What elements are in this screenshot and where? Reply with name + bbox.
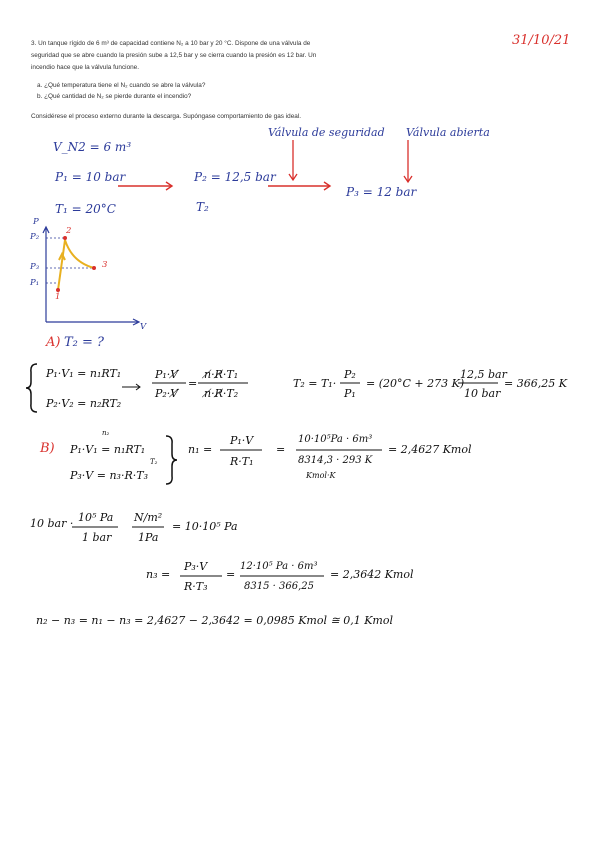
- pv-label-p1: P₁: [30, 278, 40, 288]
- question-b: b. ¿Qué cantidad de N₂ se pierde durante el incendio?: [37, 93, 192, 100]
- brace-b: [166, 436, 177, 484]
- part-b-label: B): [40, 441, 55, 456]
- valve-arrows: [289, 140, 412, 182]
- part-a-frac-rhs-den: n̸·R̸·T₂: [204, 387, 239, 400]
- part-b-annot-n2: n₂: [102, 429, 110, 437]
- date: 31/10/21: [512, 33, 571, 48]
- brace-a: [26, 364, 37, 412]
- n1-num-val: 10·10⁵Pa · 6m³: [298, 434, 373, 445]
- part-a-eq-sign: =: [188, 377, 198, 390]
- p2-value: P₂ = 12,5 bar: [194, 170, 276, 184]
- part-a-frac-rhs-num: n̸·R̸·T₁: [204, 368, 239, 381]
- process-arrows: [118, 182, 330, 190]
- part-a-t2-frac2-num: 12,5 bar: [460, 368, 507, 381]
- pv-y-axis-label: P: [33, 217, 39, 227]
- problem-line-2: seguridad que se abre cuando la presión sube a 12,5 bar y se cierra cuando la presión es 12 bar. Un: [31, 52, 317, 59]
- n3-num: P₃·V: [184, 560, 208, 573]
- n1-den: R·T₁: [230, 455, 254, 468]
- pv-axes: [43, 227, 139, 325]
- conv-result: = 10·10⁵ Pa: [172, 520, 238, 533]
- n1-lhs: n₁ =: [188, 443, 213, 456]
- part-a-t2-mid: = (20°C + 273 K): [366, 377, 465, 390]
- conv-f1-num: 10⁵ Pa: [78, 511, 114, 524]
- pv-point-2: 2: [66, 226, 72, 236]
- safety-valve-label: Válvula de seguridad: [268, 126, 385, 139]
- problem-line-1: 3. Un tanque rígido de 6 m³ de capacidad contiene N₂ a 10 bar y 20 °C. Dispone de una válvula de: [31, 40, 311, 47]
- part-a-t2-expr: T₂ = T₁·: [293, 377, 337, 390]
- part-a-frac-lhs-den: P₂·V̸: [155, 387, 179, 400]
- n3-den: R·T₃: [184, 580, 208, 593]
- n1-result: = 2,4627 Kmol: [388, 443, 472, 456]
- n3-result: = 2,3642 Kmol: [330, 568, 414, 581]
- part-a-t2-frac-num: P₂: [344, 368, 356, 381]
- pv-guides: [46, 238, 92, 283]
- arrow-a: [122, 384, 140, 390]
- part-a-label: A): [46, 335, 61, 350]
- p1-value: P₁ = 10 bar: [55, 170, 126, 184]
- question-a: a. ¿Qué temperatura tiene el N₂ cuando se abre la válvula?: [37, 82, 206, 89]
- pv-point-3: 3: [102, 260, 108, 270]
- n1-den-val: 8314,3 · 293 K: [298, 455, 373, 466]
- part-a-t2-frac-den: P₁: [344, 387, 356, 400]
- part-a-t2-result: = 366,25 K: [504, 377, 567, 390]
- pv-x-axis-label: V: [140, 322, 147, 332]
- part-b-eq2: P₃·V = n₃·R·T₃: [70, 469, 148, 482]
- part-b-eq1: P₁·V₁ = n₁RT₁: [70, 443, 146, 456]
- problem-line-3: incendio hace que la válvula funcione.: [31, 64, 140, 71]
- open-valve-label: Válvula abierta: [406, 126, 490, 139]
- part-a-frac-lhs-num: P₁·V̸: [155, 368, 179, 381]
- mass-loss: n₂ − n₃ = n₁ − n₃ = 2,4627 − 2,3642 = 0,0985 Kmol ≅ 0,1 Kmol: [36, 614, 393, 627]
- n1-num: P₁·V: [230, 434, 254, 447]
- part-a-t2-frac2-den: 10 bar: [464, 387, 501, 400]
- t2-label: T₂: [196, 200, 209, 214]
- n3-den-val: 8315 · 366,25: [244, 581, 314, 592]
- p3-value: P₃ = 12 bar: [346, 185, 417, 199]
- part-a-question: T₂ = ?: [64, 335, 105, 350]
- pv-label-p3: P₃: [30, 262, 40, 272]
- instruction: Considérese el proceso externo durante la descarga. Supóngase comportamiento de gas ideal.: [31, 113, 301, 120]
- n1-den-unit: Kmol·K: [306, 471, 336, 480]
- part-a-eq1: P₁·V₁ = n₁RT₁: [46, 367, 122, 380]
- n3-eq: =: [226, 568, 236, 581]
- n3-num-val: 12·10⁵ Pa · 6m³: [240, 561, 318, 572]
- t1-value: T₁ = 20°C: [55, 202, 116, 216]
- volume-value: V_N2 = 6 m³: [53, 140, 132, 154]
- pv-point-1: 1: [55, 292, 61, 302]
- conv-f2-den: 1Pa: [138, 531, 159, 544]
- n1-eq: =: [276, 443, 286, 456]
- pv-label-p2: P₂: [30, 232, 40, 242]
- part-b-annot-t2: T₂: [150, 458, 158, 466]
- n3-lhs: n₃ =: [146, 568, 171, 581]
- part-a-eq2: P₂·V₂ = n₂RT₂: [46, 397, 122, 410]
- conv-lhs: 10 bar ·: [30, 517, 74, 530]
- conv-f1-den: 1 bar: [82, 531, 112, 544]
- conv-f2-num: N/m²: [134, 511, 163, 524]
- pv-process: [58, 240, 94, 290]
